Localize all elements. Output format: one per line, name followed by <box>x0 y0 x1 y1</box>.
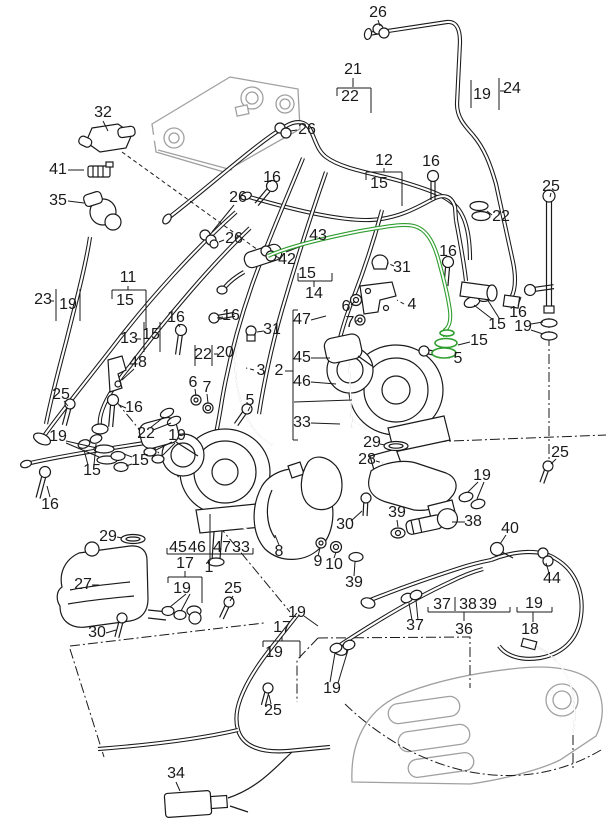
part-number-label: 15 <box>116 292 134 309</box>
part-number-label: 11 <box>119 269 137 286</box>
clamp-44 <box>538 548 553 566</box>
heat-shield-small <box>301 457 342 510</box>
part-number-label: 19 <box>288 604 306 621</box>
part-number-label: 44 <box>543 570 561 587</box>
cap-31-right <box>372 255 388 269</box>
long-stud-25 <box>543 190 555 313</box>
part-number-label: 16 <box>422 153 440 170</box>
part-number-label: 37 <box>433 596 451 613</box>
part-number-label: 39 <box>479 596 497 613</box>
part-number-label: 39 <box>345 574 363 591</box>
part-number-label: 29 <box>99 528 117 545</box>
part-number-label: 45 <box>293 349 311 366</box>
part-number-label: 41 <box>49 161 67 178</box>
part-number-label: 15 <box>83 462 101 479</box>
part-number-label: 26 <box>298 121 316 138</box>
part-number-label: 27 <box>74 576 92 593</box>
part-number-label: 4 <box>407 296 417 313</box>
part-number-label: 47 <box>293 311 311 328</box>
part-number-label: 17 <box>273 619 291 636</box>
part-number-label: 33 <box>232 539 250 556</box>
part-number-label: 25 <box>224 580 242 597</box>
part-number-label: 30 <box>88 624 106 641</box>
part-number-label: 6 <box>341 298 351 315</box>
part-number-label: 19 <box>514 318 532 335</box>
part-number-label: 34 <box>167 765 185 782</box>
part-number-label: 22 <box>194 346 212 363</box>
part-number-label: 16 <box>439 243 457 260</box>
part-number-label: 23 <box>34 291 52 308</box>
part-number-label: 2 <box>274 362 284 379</box>
part-number-label: 18 <box>521 621 539 638</box>
sensor-34 <box>164 752 292 818</box>
part-number-label: 43 <box>309 227 327 244</box>
part-number-label: 38 <box>464 513 482 530</box>
part-number-label: 29 <box>363 434 381 451</box>
part-number-label: 38 <box>459 596 477 613</box>
part-number-label: 16 <box>509 304 527 321</box>
part-number-label: 19 <box>323 680 341 697</box>
part-number-label: 33 <box>293 414 311 431</box>
part-number-label: 19 <box>473 467 491 484</box>
part-number-label: 14 <box>305 285 323 302</box>
part-number-label: 25 <box>264 702 282 719</box>
part-number-label: 30 <box>336 516 354 533</box>
part-number-label: 46 <box>188 539 206 556</box>
part-number-label: 10 <box>325 556 343 573</box>
part-number-label: 48 <box>129 354 147 371</box>
changeover-valve-assembly <box>77 124 135 230</box>
part-number-label: 36 <box>455 621 473 638</box>
part-number-label: 16 <box>222 307 240 324</box>
part-number-label: 31 <box>393 259 411 276</box>
part-number-label: 15 <box>131 452 149 469</box>
part-number-label: 19 <box>168 427 186 444</box>
part-number-label: 42 <box>278 251 296 268</box>
part-number-label: 25 <box>52 386 70 403</box>
part-number-label: 19 <box>525 595 543 612</box>
part-number-label: 21 <box>344 61 362 78</box>
part-number-label: 40 <box>501 520 519 537</box>
part-number-label: 15 <box>370 175 388 192</box>
part-number-label: 35 <box>49 192 67 209</box>
part-number-label: 15 <box>298 265 316 282</box>
part-number-label: 20 <box>216 344 234 361</box>
part-number-label: 5 <box>245 392 255 409</box>
part-number-label: 19 <box>265 644 283 661</box>
part-number-label: 13 <box>120 330 138 347</box>
part-number-label: 1 <box>204 559 214 576</box>
part-number-label: 22 <box>137 425 155 442</box>
part-number-label: 26 <box>225 230 243 247</box>
part-number-label: 32 <box>94 104 112 121</box>
part-number-label: 7 <box>202 379 212 396</box>
elbow-fitting <box>460 282 497 301</box>
part-number-label: 8 <box>274 543 284 560</box>
part-number-label: 15 <box>470 332 488 349</box>
part-number-label: 47 <box>213 539 231 556</box>
part-number-label: 5 <box>453 350 463 367</box>
part-number-label: 16 <box>125 399 143 416</box>
part-number-label: 3 <box>256 362 266 379</box>
part-number-label: 16 <box>263 169 281 186</box>
part-number-label: 25 <box>551 444 569 461</box>
part-number-label: 22 <box>492 208 510 225</box>
part-number-label: 39 <box>388 504 406 521</box>
part-number-label: 19 <box>473 86 491 103</box>
part-number-label: 15 <box>488 316 506 333</box>
part-number-label: 25 <box>542 178 560 195</box>
part-number-label: 9 <box>313 553 323 570</box>
holder-bracket-4 <box>360 282 396 314</box>
part-number-label: 16 <box>41 496 59 513</box>
part-number-label: 22 <box>341 88 359 105</box>
part-number-label: 46 <box>293 373 311 390</box>
part-number-label: 17 <box>176 555 194 572</box>
part-number-label: 12 <box>375 152 393 169</box>
part-number-label: 7 <box>345 314 355 331</box>
part-number-label: 31 <box>263 321 281 338</box>
part-number-label: 6 <box>188 374 198 391</box>
part-number-label: 16 <box>167 309 185 326</box>
part-number-label: 24 <box>503 80 521 97</box>
part-number-label: 26 <box>229 189 247 206</box>
part-number-label: 37 <box>406 617 424 634</box>
part-number-label: 19 <box>173 580 191 597</box>
part-number-label: 28 <box>358 451 376 468</box>
part-number-label: 19 <box>59 296 77 313</box>
part-number-label: 15 <box>142 326 160 343</box>
plug-31-left <box>246 326 256 341</box>
part-number-label: 26 <box>369 4 387 21</box>
part-number-label: 19 <box>49 428 67 445</box>
part-number-label: 45 <box>169 539 187 556</box>
